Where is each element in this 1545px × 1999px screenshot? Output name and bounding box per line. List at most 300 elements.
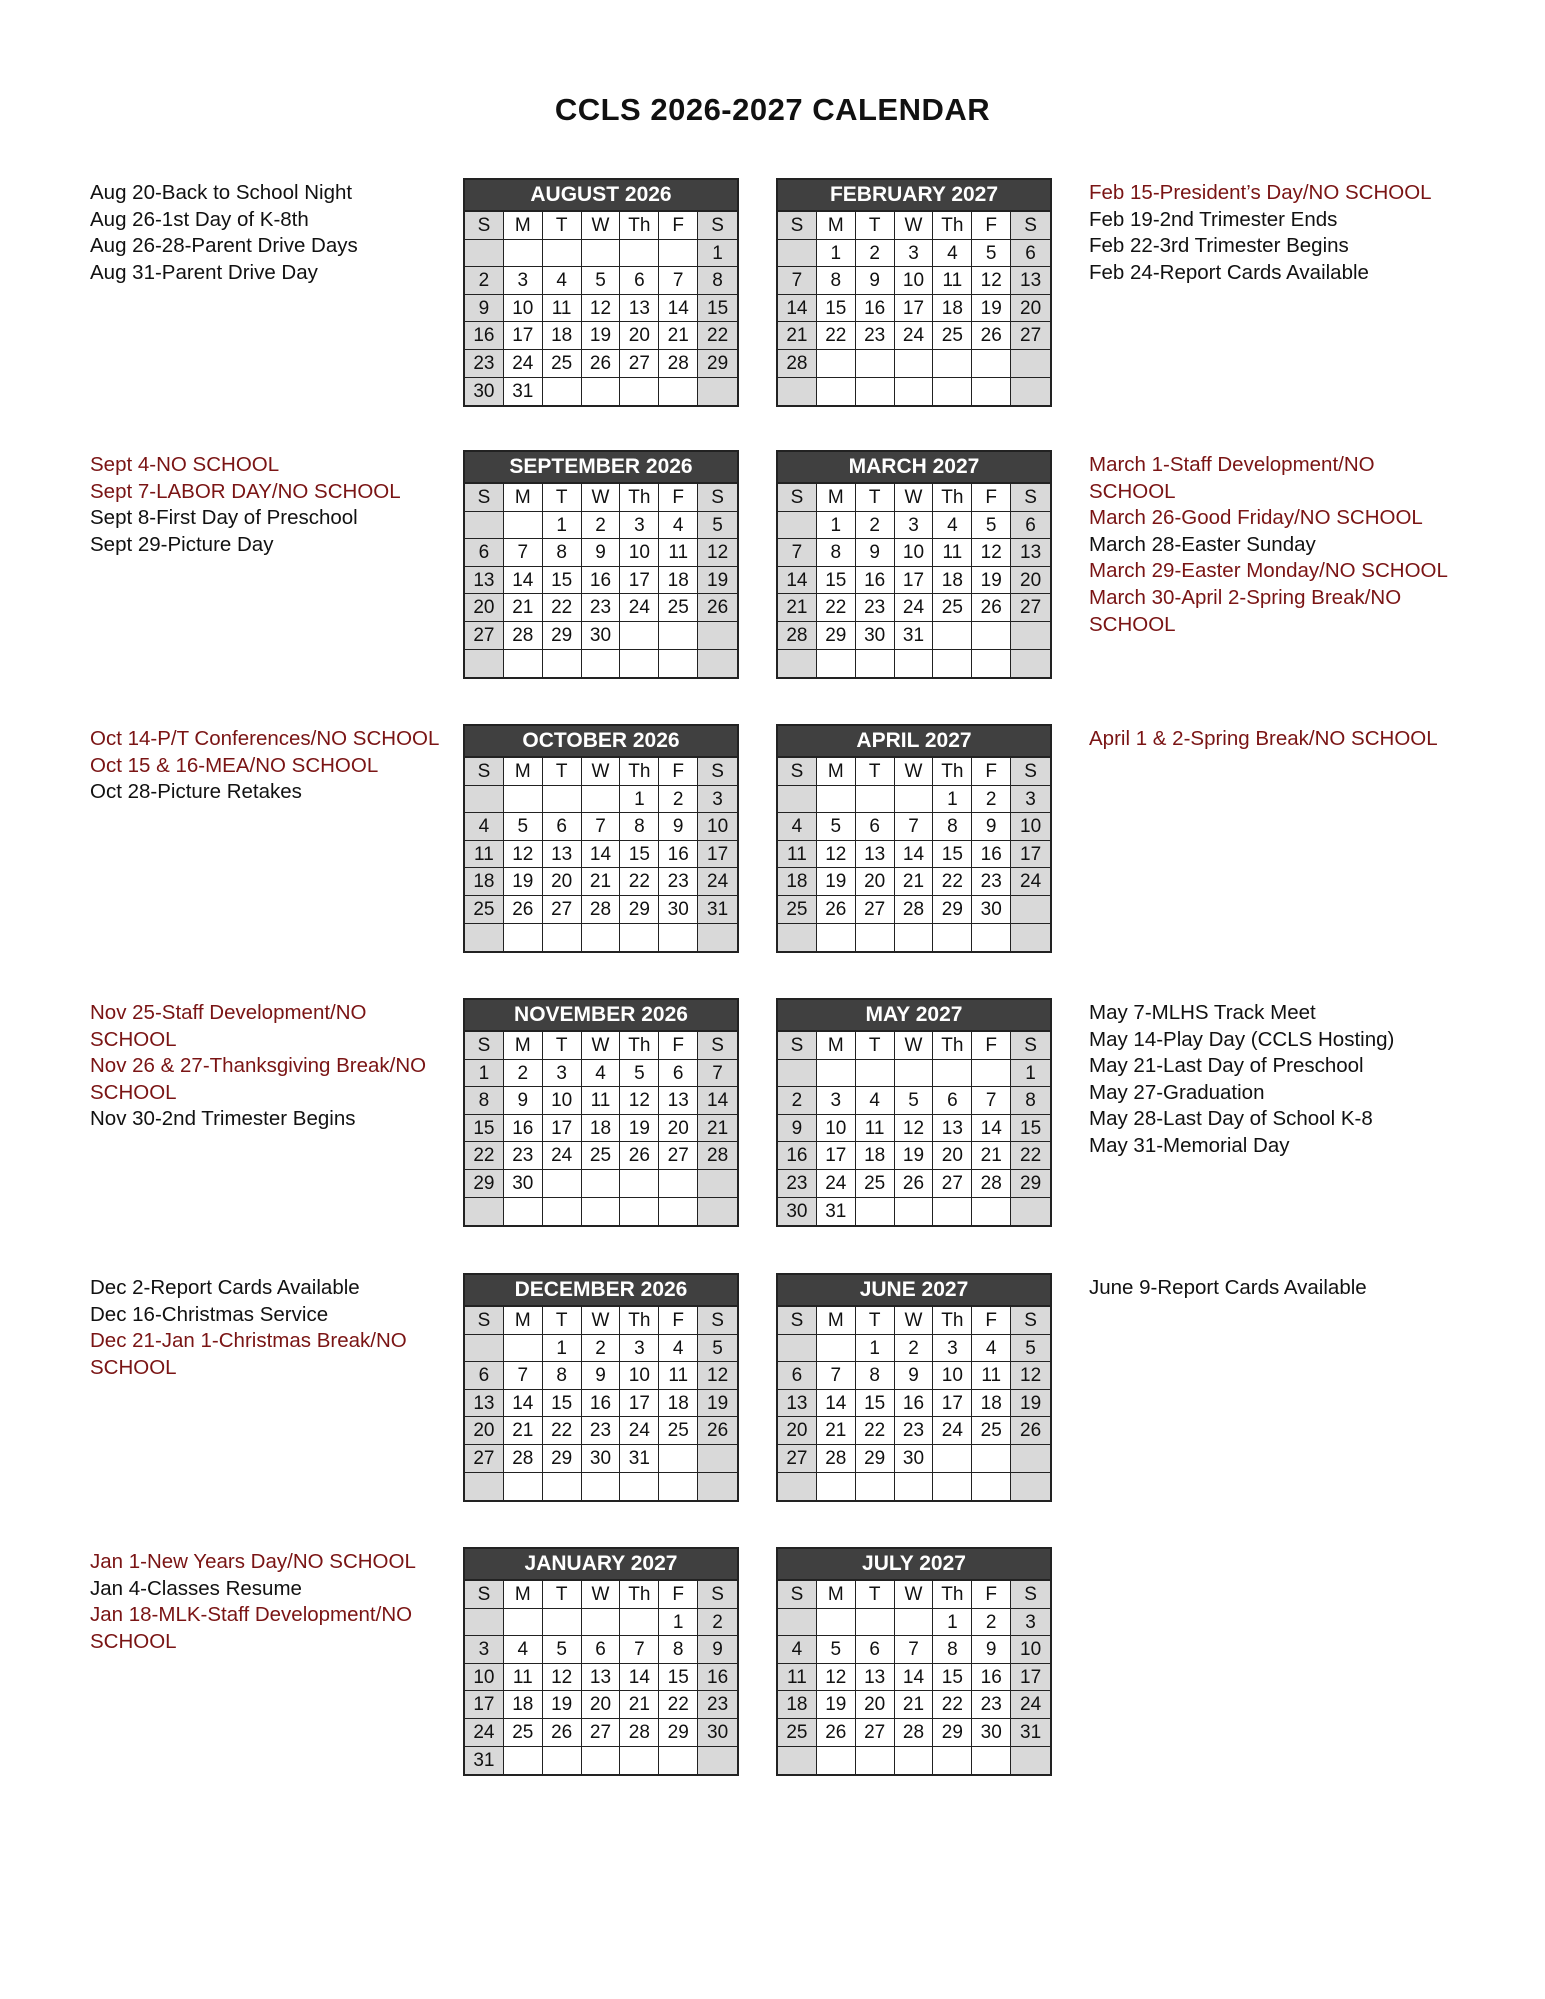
day-cell — [543, 786, 582, 814]
day-cell: 31 — [465, 1747, 504, 1775]
day-cell: 26 — [972, 594, 1011, 622]
day-cell: 15 — [817, 295, 856, 323]
day-cell: 2 — [972, 786, 1011, 814]
day-cell: 26 — [582, 350, 621, 378]
day-cell: 6 — [620, 267, 659, 295]
day-cell — [972, 650, 1011, 678]
weekday-header: F — [659, 758, 698, 786]
event-item: Dec 2-Report Cards Available — [90, 1276, 360, 1299]
weekday-header: M — [504, 1581, 543, 1609]
weekday-header: M — [504, 758, 543, 786]
day-cell — [504, 512, 543, 540]
day-cell: 14 — [778, 567, 817, 595]
day-cell: 25 — [543, 350, 582, 378]
day-cell: 28 — [778, 350, 817, 378]
weekday-header: W — [582, 1032, 621, 1060]
day-cell: 19 — [972, 567, 1011, 595]
day-cell: 22 — [933, 1691, 972, 1719]
day-cell: 24 — [620, 1417, 659, 1445]
day-cell: 22 — [698, 322, 737, 350]
event-item: Sept 29-Picture Day — [90, 532, 274, 556]
day-cell: 6 — [543, 813, 582, 841]
day-cell — [817, 1335, 856, 1363]
day-cell — [856, 650, 895, 678]
weekday-header: W — [582, 484, 621, 512]
day-cell: 30 — [778, 1198, 817, 1226]
day-cell — [1011, 622, 1050, 650]
day-cell: 27 — [543, 896, 582, 924]
day-cell — [465, 1335, 504, 1363]
day-cell: 29 — [933, 1719, 972, 1747]
weekday-header: T — [856, 1581, 895, 1609]
day-cell: 6 — [856, 1636, 895, 1664]
day-cell: 21 — [504, 1417, 543, 1445]
day-cell: 10 — [465, 1664, 504, 1692]
day-cell — [895, 650, 934, 678]
day-cell — [465, 1473, 504, 1501]
day-cell — [582, 1170, 621, 1198]
day-cell: 13 — [465, 1390, 504, 1418]
day-cell: 5 — [895, 1087, 934, 1115]
day-cell: 1 — [817, 240, 856, 268]
day-cell: 9 — [972, 813, 1011, 841]
day-cell: 19 — [582, 322, 621, 350]
weekday-header: S — [1011, 1307, 1050, 1335]
weekday-header: M — [504, 212, 543, 240]
weekday-header: T — [856, 758, 895, 786]
weekday-header: T — [543, 1032, 582, 1060]
weekday-header: S — [465, 1307, 504, 1335]
day-cell: 2 — [582, 1335, 621, 1363]
weekday-header: S — [698, 1581, 737, 1609]
day-cell: 7 — [778, 267, 817, 295]
day-cell: 29 — [1011, 1170, 1050, 1198]
weekday-header: S — [698, 484, 737, 512]
day-cell: 24 — [933, 1417, 972, 1445]
day-cell: 22 — [1011, 1142, 1050, 1170]
day-cell: 5 — [582, 267, 621, 295]
weekday-header: M — [504, 1307, 543, 1335]
day-cell: 24 — [817, 1170, 856, 1198]
day-cell: 7 — [582, 813, 621, 841]
day-cell — [933, 1060, 972, 1088]
day-cell: 2 — [582, 512, 621, 540]
day-cell: 23 — [698, 1691, 737, 1719]
event-item: Aug 31-Parent Drive Day — [90, 260, 318, 284]
day-cell: 1 — [817, 512, 856, 540]
day-cell: 14 — [698, 1087, 737, 1115]
event-item: Aug 20-Back to School Night — [90, 181, 353, 204]
month-title: NOVEMBER 2026 — [465, 1000, 737, 1032]
day-cell: 19 — [1011, 1390, 1050, 1418]
event-item: May 28-Last Day of School K-8 — [1089, 1107, 1373, 1131]
day-cell: 8 — [659, 1636, 698, 1664]
day-cell — [817, 786, 856, 814]
weekday-header: S — [465, 1581, 504, 1609]
event-item: Oct 15 & 16-MEA/NO SCHOOL — [90, 753, 379, 777]
day-cell — [1011, 378, 1050, 406]
weekday-header: Th — [620, 758, 659, 786]
day-cell: 25 — [778, 1719, 817, 1747]
weekday-header: F — [972, 1307, 1011, 1335]
day-cell — [895, 786, 934, 814]
day-cell: 8 — [1011, 1087, 1050, 1115]
day-cell — [1011, 896, 1050, 924]
day-cell — [817, 924, 856, 952]
day-cell: 27 — [465, 622, 504, 650]
weekday-header: F — [972, 212, 1011, 240]
day-cell — [659, 1747, 698, 1775]
weekday-header: M — [817, 1307, 856, 1335]
day-cell: 29 — [659, 1719, 698, 1747]
day-cell: 15 — [856, 1390, 895, 1418]
day-cell — [972, 622, 1011, 650]
day-cell: 10 — [895, 539, 934, 567]
day-cell: 25 — [659, 1417, 698, 1445]
day-cell — [543, 240, 582, 268]
day-cell — [504, 924, 543, 952]
weekday-header: W — [895, 1032, 934, 1060]
day-cell: 23 — [582, 594, 621, 622]
day-cell — [543, 924, 582, 952]
event-item: May 21-Last Day of Preschool — [1089, 1054, 1364, 1078]
day-cell — [856, 1198, 895, 1226]
weekday-header: F — [659, 1581, 698, 1609]
day-cell: 22 — [543, 1417, 582, 1445]
day-cell: 14 — [504, 1390, 543, 1418]
day-cell: 5 — [543, 1636, 582, 1664]
day-cell — [933, 350, 972, 378]
day-cell: 31 — [504, 378, 543, 406]
day-cell: 10 — [504, 295, 543, 323]
day-cell: 30 — [504, 1170, 543, 1198]
month-grid — [465, 1307, 737, 1500]
day-cell: 8 — [465, 1087, 504, 1115]
month-calendar — [776, 724, 1052, 953]
day-cell — [620, 1198, 659, 1226]
month-grid — [465, 1581, 737, 1774]
day-cell: 9 — [856, 267, 895, 295]
day-cell — [778, 1609, 817, 1637]
event-item: Jan 1-New Years Day/NO SCHOOL — [90, 1550, 416, 1573]
day-cell — [933, 1747, 972, 1775]
day-cell: 12 — [817, 1664, 856, 1692]
event-item: Nov 26 & 27-Thanksgiving Break/NO SCHOOL — [90, 1054, 427, 1104]
day-cell: 26 — [817, 896, 856, 924]
left-events-list — [90, 452, 445, 558]
day-cell: 5 — [698, 512, 737, 540]
day-cell: 17 — [620, 1390, 659, 1418]
day-cell: 12 — [972, 267, 1011, 295]
weekday-header: Th — [620, 1307, 659, 1335]
day-cell: 28 — [895, 896, 934, 924]
day-cell — [620, 1473, 659, 1501]
day-cell: 13 — [1011, 539, 1050, 567]
weekday-header: S — [778, 1032, 817, 1060]
day-cell: 15 — [933, 1664, 972, 1692]
event-item: Feb 15-President’s Day/NO SCHOOL — [1089, 181, 1432, 204]
day-cell — [620, 1609, 659, 1637]
day-cell: 2 — [465, 267, 504, 295]
day-cell: 26 — [817, 1719, 856, 1747]
day-cell — [817, 650, 856, 678]
month-grid — [778, 1307, 1050, 1500]
event-item: May 14-Play Day (CCLS Hosting) — [1089, 1027, 1395, 1051]
day-cell: 12 — [620, 1087, 659, 1115]
day-cell — [778, 1060, 817, 1088]
day-cell: 25 — [972, 1417, 1011, 1445]
day-cell: 1 — [1011, 1060, 1050, 1088]
day-cell: 7 — [504, 1362, 543, 1390]
day-cell — [504, 1473, 543, 1501]
month-title: APRIL 2027 — [778, 726, 1050, 758]
day-cell: 8 — [933, 813, 972, 841]
day-cell: 15 — [933, 841, 972, 869]
day-cell: 29 — [465, 1170, 504, 1198]
day-cell: 12 — [972, 539, 1011, 567]
day-cell — [895, 1747, 934, 1775]
day-cell: 25 — [856, 1170, 895, 1198]
weekday-header: M — [817, 1032, 856, 1060]
day-cell — [465, 650, 504, 678]
month-calendar — [463, 1273, 739, 1502]
day-cell — [856, 786, 895, 814]
weekday-header: S — [778, 1307, 817, 1335]
day-cell: 1 — [933, 1609, 972, 1637]
day-cell: 9 — [972, 1636, 1011, 1664]
day-cell: 9 — [582, 539, 621, 567]
day-cell: 2 — [778, 1087, 817, 1115]
day-cell — [504, 1198, 543, 1226]
day-cell — [620, 1747, 659, 1775]
day-cell: 22 — [543, 594, 582, 622]
day-cell — [698, 1473, 737, 1501]
day-cell: 21 — [659, 322, 698, 350]
day-cell — [1011, 650, 1050, 678]
day-cell: 19 — [698, 1390, 737, 1418]
day-cell: 27 — [933, 1170, 972, 1198]
day-cell: 3 — [543, 1060, 582, 1088]
day-cell: 15 — [620, 841, 659, 869]
weekday-header: T — [543, 484, 582, 512]
day-cell — [582, 1473, 621, 1501]
day-cell: 8 — [817, 267, 856, 295]
day-cell: 4 — [659, 1335, 698, 1363]
day-cell: 30 — [698, 1719, 737, 1747]
weekday-header: M — [504, 1032, 543, 1060]
day-cell: 20 — [620, 322, 659, 350]
weekday-header: W — [895, 758, 934, 786]
day-cell: 9 — [856, 539, 895, 567]
day-cell: 1 — [620, 786, 659, 814]
day-cell: 13 — [1011, 267, 1050, 295]
day-cell — [659, 1445, 698, 1473]
day-cell — [1011, 350, 1050, 378]
month-calendar — [776, 1273, 1052, 1502]
day-cell — [778, 1747, 817, 1775]
day-cell: 17 — [504, 322, 543, 350]
day-cell: 19 — [504, 868, 543, 896]
day-cell: 10 — [620, 1362, 659, 1390]
day-cell — [504, 650, 543, 678]
event-item: Oct 14-P/T Conferences/NO SCHOOL — [90, 727, 440, 750]
day-cell — [933, 650, 972, 678]
day-cell: 18 — [465, 868, 504, 896]
day-cell: 13 — [543, 841, 582, 869]
day-cell: 20 — [465, 594, 504, 622]
month-grid — [465, 212, 737, 405]
day-cell: 6 — [582, 1636, 621, 1664]
day-cell: 7 — [698, 1060, 737, 1088]
day-cell: 20 — [543, 868, 582, 896]
weekday-header: T — [856, 1032, 895, 1060]
day-cell: 12 — [817, 841, 856, 869]
day-cell: 30 — [972, 896, 1011, 924]
day-cell: 11 — [778, 841, 817, 869]
day-cell — [543, 1198, 582, 1226]
day-cell: 13 — [778, 1390, 817, 1418]
day-cell: 18 — [778, 868, 817, 896]
day-cell: 20 — [856, 1691, 895, 1719]
day-cell: 30 — [582, 1445, 621, 1473]
day-cell: 23 — [856, 322, 895, 350]
day-cell: 25 — [778, 896, 817, 924]
day-cell — [895, 1473, 934, 1501]
day-cell — [817, 1473, 856, 1501]
month-grid — [465, 484, 737, 677]
day-cell: 19 — [817, 868, 856, 896]
day-cell: 18 — [972, 1390, 1011, 1418]
weekday-header: S — [778, 212, 817, 240]
day-cell: 31 — [1011, 1719, 1050, 1747]
day-cell — [933, 1198, 972, 1226]
day-cell: 17 — [817, 1142, 856, 1170]
day-cell: 11 — [659, 539, 698, 567]
day-cell: 27 — [778, 1445, 817, 1473]
day-cell: 29 — [543, 622, 582, 650]
day-cell: 9 — [465, 295, 504, 323]
day-cell: 26 — [895, 1170, 934, 1198]
day-cell — [659, 1170, 698, 1198]
day-cell: 10 — [933, 1362, 972, 1390]
day-cell: 23 — [972, 1691, 1011, 1719]
weekday-header: T — [856, 484, 895, 512]
day-cell: 26 — [698, 594, 737, 622]
day-cell: 6 — [465, 539, 504, 567]
weekday-header: S — [698, 1307, 737, 1335]
weekday-header: M — [817, 758, 856, 786]
day-cell: 15 — [543, 567, 582, 595]
day-cell — [620, 924, 659, 952]
day-cell: 18 — [659, 1390, 698, 1418]
day-cell: 12 — [1011, 1362, 1050, 1390]
weekday-header: T — [543, 212, 582, 240]
day-cell: 30 — [582, 622, 621, 650]
day-cell — [972, 1198, 1011, 1226]
weekday-header: T — [543, 1581, 582, 1609]
weekday-header: F — [659, 1032, 698, 1060]
day-cell: 1 — [465, 1060, 504, 1088]
day-cell: 9 — [698, 1636, 737, 1664]
day-cell: 15 — [659, 1664, 698, 1692]
day-cell: 17 — [543, 1115, 582, 1143]
day-cell: 16 — [972, 1664, 1011, 1692]
day-cell — [1011, 1473, 1050, 1501]
day-cell: 17 — [933, 1390, 972, 1418]
day-cell: 20 — [933, 1142, 972, 1170]
day-cell: 1 — [659, 1609, 698, 1637]
day-cell: 4 — [856, 1087, 895, 1115]
weekday-header: Th — [933, 758, 972, 786]
day-cell — [698, 1170, 737, 1198]
month-title: JUNE 2027 — [778, 1275, 1050, 1307]
day-cell: 26 — [1011, 1417, 1050, 1445]
day-cell — [817, 1747, 856, 1775]
right-events-list — [1089, 726, 1459, 753]
right-events-list — [1089, 180, 1459, 286]
weekday-header: S — [778, 484, 817, 512]
weekday-header: F — [659, 212, 698, 240]
weekday-header: F — [659, 1307, 698, 1335]
day-cell: 23 — [504, 1142, 543, 1170]
weekday-header: W — [895, 212, 934, 240]
day-cell: 2 — [856, 512, 895, 540]
day-cell: 22 — [620, 868, 659, 896]
day-cell — [543, 1747, 582, 1775]
event-item: March 26-Good Friday/NO SCHOOL — [1089, 506, 1423, 530]
month-title: MARCH 2027 — [778, 452, 1050, 484]
day-cell — [698, 650, 737, 678]
day-cell — [856, 1747, 895, 1775]
day-cell: 3 — [620, 512, 659, 540]
month-calendar — [463, 1547, 739, 1776]
day-cell — [698, 1445, 737, 1473]
left-events-list — [90, 1000, 445, 1133]
day-cell: 4 — [972, 1335, 1011, 1363]
weekday-header: W — [582, 1307, 621, 1335]
day-cell: 29 — [817, 622, 856, 650]
day-cell: 17 — [895, 295, 934, 323]
day-cell: 7 — [817, 1362, 856, 1390]
month-title: DECEMBER 2026 — [465, 1275, 737, 1307]
day-cell: 12 — [698, 1362, 737, 1390]
day-cell — [895, 1198, 934, 1226]
day-cell — [659, 1198, 698, 1226]
day-cell: 16 — [465, 322, 504, 350]
day-cell: 27 — [1011, 594, 1050, 622]
day-cell: 30 — [972, 1719, 1011, 1747]
day-cell: 6 — [933, 1087, 972, 1115]
weekday-header: W — [582, 212, 621, 240]
day-cell: 15 — [543, 1390, 582, 1418]
day-cell: 21 — [620, 1691, 659, 1719]
day-cell — [465, 1198, 504, 1226]
weekday-header: S — [1011, 212, 1050, 240]
day-cell: 3 — [620, 1335, 659, 1363]
day-cell — [659, 924, 698, 952]
day-cell — [465, 240, 504, 268]
day-cell — [972, 1445, 1011, 1473]
weekday-header: F — [972, 1581, 1011, 1609]
day-cell: 20 — [778, 1417, 817, 1445]
weekday-header: Th — [933, 1581, 972, 1609]
day-cell: 14 — [582, 841, 621, 869]
day-cell: 14 — [972, 1115, 1011, 1143]
weekday-header: W — [895, 484, 934, 512]
day-cell — [543, 378, 582, 406]
day-cell — [698, 924, 737, 952]
day-cell: 3 — [1011, 1609, 1050, 1637]
